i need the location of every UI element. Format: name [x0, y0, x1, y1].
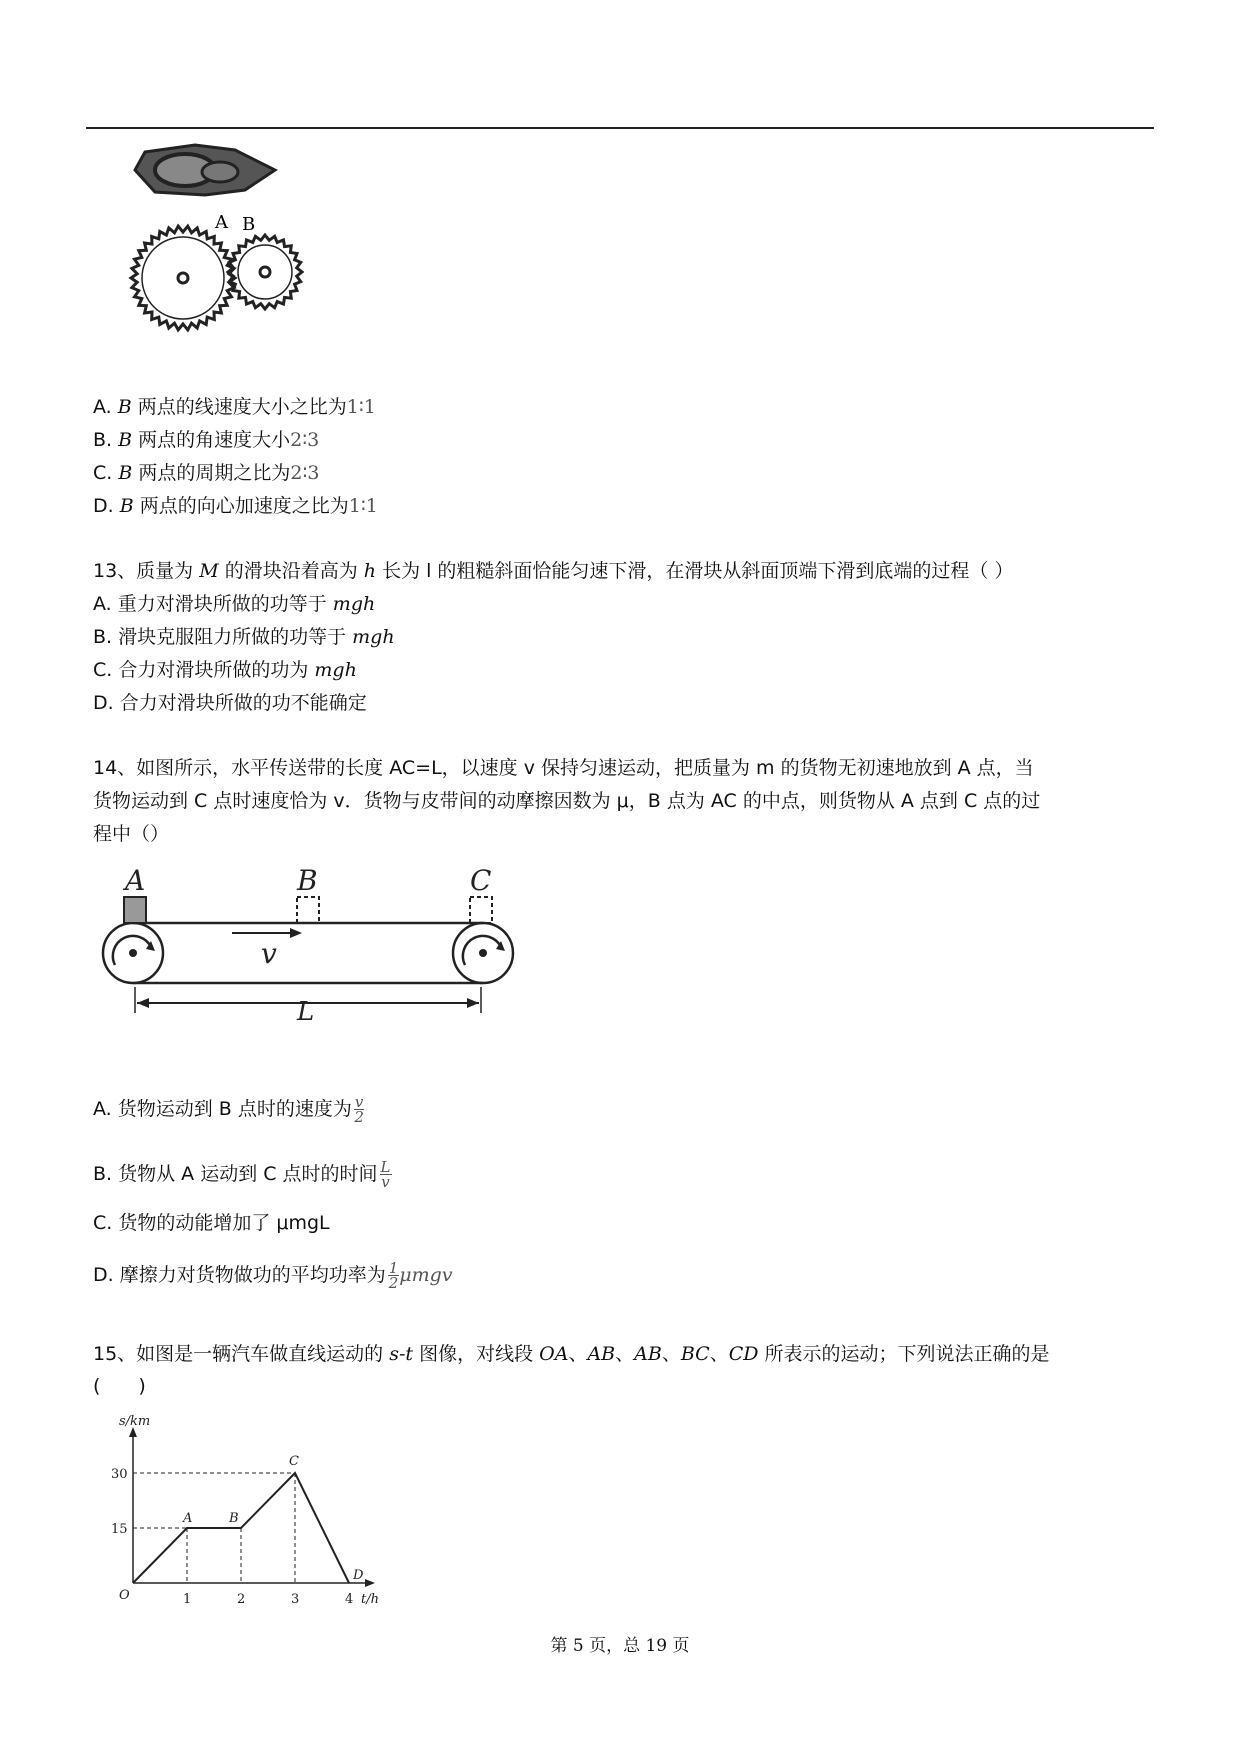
q15-stem: 15、如图是一辆汽车做直线运动的 s-t 图像，对线段 OA、AB、AB、BC、CD 所表示的运动；下列说法正确的是	[93, 1343, 1050, 1365]
large-gear	[131, 226, 235, 330]
cargo-box-b	[297, 897, 319, 923]
point-label: B	[229, 1511, 239, 1526]
point-label: O	[119, 1588, 130, 1603]
belt-label-l: L	[297, 997, 315, 1025]
q14-stem-line-3: 程中（）	[93, 823, 170, 845]
point-label: A	[183, 1511, 193, 1526]
q14-option-d: D. 摩擦力对货物做功的平均功率为 $\frac{1}{2}$ μmgv	[93, 1259, 453, 1292]
q12-option-d: D. B 两点的向心加速度之比为1∶1	[93, 495, 378, 517]
belt-label-v: v	[261, 937, 277, 970]
header-rule	[86, 127, 1154, 129]
x-tick-label: 1	[183, 1592, 192, 1607]
belt-label-b: B	[297, 864, 318, 897]
fraction-one-half: $\frac{1}{2}$	[388, 1259, 399, 1292]
q12-option-b: B. B 两点的角速度大小2∶3	[93, 429, 320, 451]
q14-stem-line-2: 货物运动到 C 点时速度恰为 v．货物与皮带间的动摩擦因数为 μ，B 点为 AC 的中点，则货物从 A 点到 C 点的过	[93, 790, 1041, 812]
q13-option-b: B. 滑块克服阻力所做的功等于 mgh	[93, 626, 395, 648]
point-label: C	[289, 1454, 299, 1469]
fraction-l-over-v: $\frac{L}{v}$	[380, 1158, 391, 1191]
q14-option-a: A. 货物运动到 B 点时的速度为 $\frac{v}{2}$	[93, 1093, 364, 1126]
y-axis-label: s/km	[119, 1414, 151, 1429]
q12-option-a: A. B 两点的线速度大小之比为1∶1	[93, 396, 376, 418]
q14-option-c: C. 货物的动能增加了 μmgL	[93, 1212, 330, 1234]
y-tick-label: 30	[111, 1467, 128, 1482]
x-tick-label: 3	[291, 1592, 300, 1607]
belt-label-c: C	[470, 864, 492, 897]
s-t-chart	[105, 1413, 395, 1613]
x-axis-label: t/h	[361, 1592, 379, 1607]
q14-option-b: B. 货物从 A 运动到 C 点时的时间 $\frac{L}{v}$	[93, 1158, 391, 1191]
conveyor-belt-figure	[95, 855, 535, 1025]
q15-paren: ( )	[93, 1375, 146, 1397]
gear-label-b: B	[242, 214, 256, 235]
q12-option-c: C. B 两点的周期之比为2∶3	[93, 462, 320, 484]
q13-option-a: A. 重力对滑块所做的功等于 mgh	[93, 593, 376, 615]
q13-option-d: D. 合力对滑块所做的功不能确定	[93, 692, 367, 714]
point-label: D	[353, 1568, 364, 1583]
gear-chain-figure	[125, 140, 325, 340]
small-gear	[228, 235, 302, 309]
cargo-box-a	[124, 897, 146, 923]
page-footer: 第 5 页，总 19 页	[550, 1636, 690, 1656]
fraction-v-over-2: $\frac{v}{2}$	[354, 1093, 364, 1126]
y-tick-label: 15	[111, 1522, 128, 1537]
q13-stem: 13、质量为 M 的滑块沿着高为 h 长为 l 的粗糙斜面恰能匀速下滑，在滑块从斜面顶端下滑到底端的过程（ ）	[93, 560, 1014, 582]
q13-option-c: C. 合力对滑块所做的功为 mgh	[93, 659, 357, 681]
x-tick-label: 4	[345, 1592, 354, 1607]
cargo-box-c	[470, 897, 492, 923]
sprocket-chain-image	[135, 145, 275, 195]
q14-stem-line-1: 14、如图所示，水平传送带的长度 AC=L，以速度 v 保持匀速运动，把质量为 m 的货物无初速地放到 A 点，当	[93, 757, 1034, 779]
x-tick-label: 2	[237, 1592, 246, 1607]
belt-label-a: A	[125, 864, 146, 897]
gear-label-a: A	[215, 212, 228, 233]
